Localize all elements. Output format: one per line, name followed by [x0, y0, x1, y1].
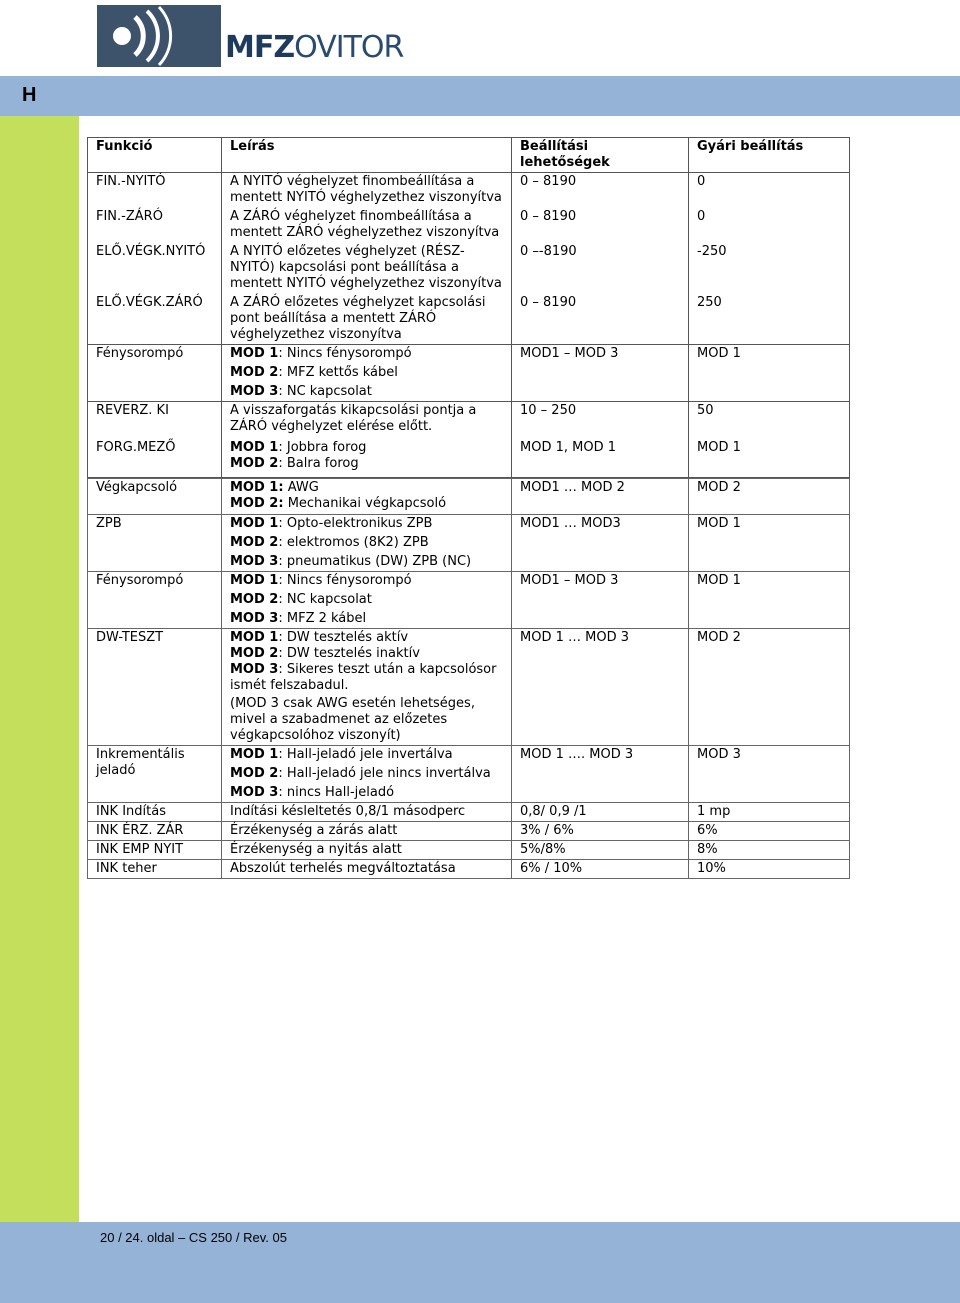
table-row — [88, 629, 850, 746]
row-options: 0 – 8190 — [512, 294, 689, 345]
header-default: Gyári beállítás — [689, 138, 850, 173]
row-default: 250 — [689, 294, 850, 345]
row-options: MOD1 – MOD 3 — [512, 344, 689, 401]
table-row — [88, 479, 850, 515]
row-function: FIN.-ZÁRÓ — [88, 208, 222, 243]
table-row — [88, 208, 850, 243]
row-options: MOD1 – MOD 3 — [512, 572, 689, 629]
row-options: MOD 1 … MOD 3 — [512, 629, 689, 746]
row-description: A ZÁRÓ véghelyzet finombeállítása a mentett ZÁRÓ véghelyzethez viszonyítva — [222, 208, 512, 243]
row-description: Abszolút terhelés megváltoztatása — [222, 860, 512, 879]
row-function: INK Indítás — [88, 803, 222, 822]
row-description: Indítási késleltetés 0,8/1 másodperc — [222, 803, 512, 822]
table-row — [88, 572, 850, 629]
dw-test-note: (MOD 3 csak AWG esetén lehetséges, mivel a szabadmenet az előzetes végkapcsolóhoz viszonyít) — [230, 696, 475, 743]
row-default: 50 — [689, 401, 850, 439]
row-function: FORG.MEZŐ — [88, 439, 222, 477]
row-description: Érzékenység a zárás alatt — [222, 822, 512, 841]
row-default: MOD 1 — [689, 572, 850, 629]
row-default: MOD 2 — [689, 629, 850, 746]
section-letter: H — [22, 84, 37, 106]
logo-text-bold: MFZ — [225, 30, 295, 65]
row-function: INK ÉRZ. ZÁR — [88, 822, 222, 841]
side-accent-bar — [0, 116, 79, 1222]
table-row — [88, 294, 850, 345]
header-function: Funkció — [88, 138, 222, 173]
page-footer-text: 20 / 24. oldal – CS 250 / Rev. 05 — [100, 1230, 287, 1245]
row-default: 0 — [689, 173, 850, 208]
table-row — [88, 803, 850, 822]
row-options: MOD1 … MOD3 — [512, 515, 689, 572]
row-function: DW-TESZT — [88, 629, 222, 746]
table-row — [88, 243, 850, 294]
row-options: 0 – 8190 — [512, 208, 689, 243]
table-row — [88, 841, 850, 860]
table-row — [88, 173, 850, 208]
row-function: INK EMP NYIT — [88, 841, 222, 860]
row-function: ZPB — [88, 515, 222, 572]
table-row — [88, 746, 850, 803]
row-description: MOD 1: AWG MOD 2: Mechanikai végkapcsoló — [222, 479, 512, 515]
table-row — [88, 822, 850, 841]
row-options: 6% / 10% — [512, 860, 689, 879]
row-default: 0 — [689, 208, 850, 243]
row-default: MOD 1 — [689, 344, 850, 401]
row-description: Érzékenység a nyitás alatt — [222, 841, 512, 860]
company-logo — [97, 5, 404, 67]
row-options: 5%/8% — [512, 841, 689, 860]
logo-wave-icon — [97, 5, 221, 67]
row-function: FIN.-NYITÓ — [88, 173, 222, 208]
row-options: 10 – 250 — [512, 401, 689, 439]
header-description: Leírás — [222, 138, 512, 173]
table-row — [88, 439, 850, 477]
row-description: MOD 1: DW tesztelés aktív MOD 2: DW tesztelés inaktív MOD 3: Sikeres teszt után a kapcsolósor ismét felszabadul. (MOD 3 csak AWG esetén lehetséges, mivel a szabadmenet az előzetes végkapcsolóhoz viszonyít) — [222, 629, 512, 746]
row-options: 0 – 8190 — [512, 173, 689, 208]
row-function: Fénysorompó — [88, 572, 222, 629]
row-default: 8% — [689, 841, 850, 860]
table-header-row — [88, 138, 850, 173]
row-default: -250 — [689, 243, 850, 294]
logo-emblem — [97, 5, 221, 67]
row-function: ELŐ.VÉGK.NYITÓ — [88, 243, 222, 294]
row-description: A NYITÓ véghelyzet finombeállítása a mentett NYITÓ véghelyzethez viszonyítva — [222, 173, 512, 208]
row-function: ELŐ.VÉGK.ZÁRÓ — [88, 294, 222, 345]
row-description: MOD 1: Nincs fénysorompó MOD 2: NC kapcsolat MOD 3: MFZ 2 kábel — [222, 572, 512, 629]
logo-text-light: OVITOR — [294, 30, 404, 65]
row-function: Végkapcsoló — [88, 479, 222, 515]
row-description: MOD 1: Jobbra forog MOD 2: Balra forog — [222, 439, 512, 477]
row-options: 0 –-8190 — [512, 243, 689, 294]
row-description: A visszaforgatás kikapcsolási pontja a ZÁRÓ véghelyzet elérése előtt. — [222, 401, 512, 439]
row-default: 10% — [689, 860, 850, 879]
row-options: MOD 1 …. MOD 3 — [512, 746, 689, 803]
row-description: A ZÁRÓ előzetes véghelyzet kapcsolási pont beállítása a mentett ZÁRÓ véghelyzethez viszonyítva — [222, 294, 512, 345]
row-options: 0,8/ 0,9 /1 — [512, 803, 689, 822]
settings-table-2 — [87, 478, 850, 879]
table-row — [88, 515, 850, 572]
table-row — [88, 401, 850, 439]
row-function: REVERZ. KI — [88, 401, 222, 439]
section-header-bar — [0, 76, 960, 116]
row-function: INK teher — [88, 860, 222, 879]
row-description: A NYITÓ előzetes véghelyzet (RÉSZ-NYITÓ) kapcsolási pont beállítása a mentett NYITÓ véghelyzethez viszonyítva — [222, 243, 512, 294]
row-function: Fénysorompó — [88, 344, 222, 401]
row-default: MOD 1 — [689, 515, 850, 572]
row-description: MOD 1: Opto-elektronikus ZPB MOD 2: elektromos (8K2) ZPB MOD 3: pneumatikus (DW) ZPB (NC) — [222, 515, 512, 572]
row-default: 1 mp — [689, 803, 850, 822]
table-row — [88, 860, 850, 879]
table-row — [88, 344, 850, 401]
row-options: MOD 1, MOD 1 — [512, 439, 689, 477]
row-description: MOD 1: Nincs fénysorompó MOD 2: MFZ kettős kábel MOD 3: NC kapcsolat — [222, 344, 512, 401]
row-default: MOD 1 — [689, 439, 850, 477]
logo-wordmark — [225, 31, 403, 65]
header-options: Beállítási lehetőségek — [512, 138, 689, 173]
row-default: MOD 3 — [689, 746, 850, 803]
row-options: 3% / 6% — [512, 822, 689, 841]
settings-table-1 — [87, 137, 850, 478]
row-function: Inkrementális jeladó — [88, 746, 222, 803]
row-description: MOD 1: Hall-jeladó jele invertálva MOD 2: Hall-jeladó jele nincs invertálva MOD 3: nincs Hall-jeladó — [222, 746, 512, 803]
row-default: 6% — [689, 822, 850, 841]
row-options: MOD1 … MOD 2 — [512, 479, 689, 515]
row-default: MOD 2 — [689, 479, 850, 515]
